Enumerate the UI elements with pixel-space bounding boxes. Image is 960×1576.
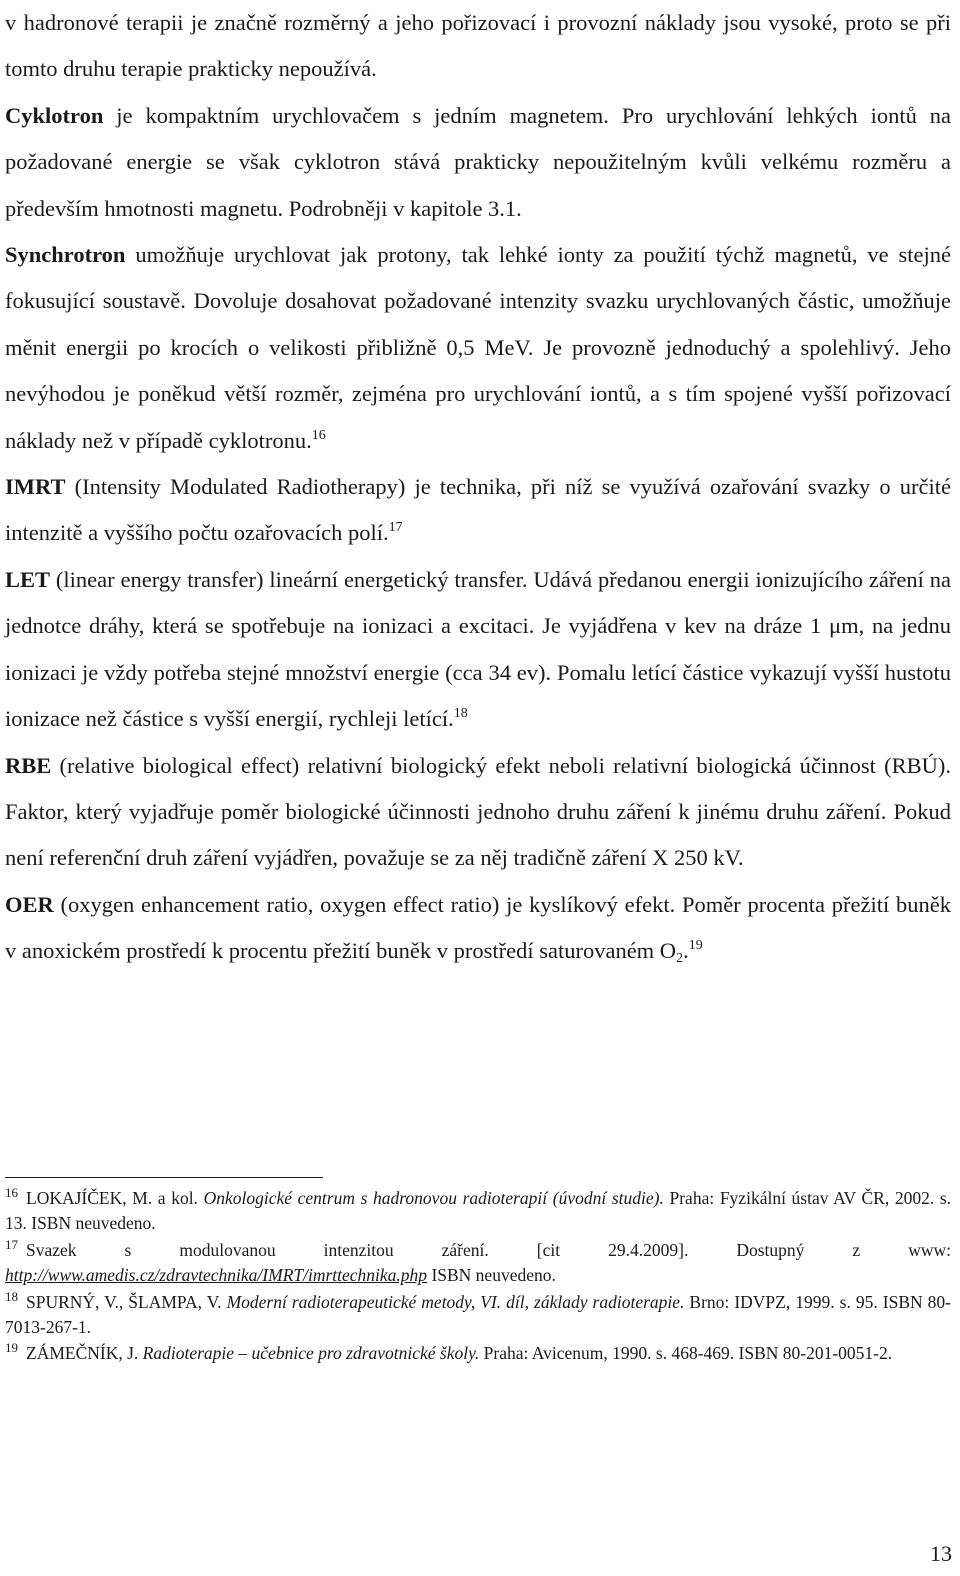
paragraph-oer: OER (oxygen enhancement ratio, oxygen effect ratio) je kyslíkový efekt. Poměr procenta přežití buněk v anoxickém prostředí k procentu přežití buněk v prostředí saturovaném $O_2.^{19}$	[5, 891, 951, 967]
paragraph-hadron-intro: v hadronové terapii je značně rozměrný a jeho pořizovací i provozní náklady jsou vysoké, proto se při tomto druhu terapie prakticky nepoužívá.	[5, 10, 951, 82]
paragraph-synchrotron: Synchrotron umožňuje urychlovat jak protony, tak lehké ionty za použití týchž magnetů, ve stejné fokusující soustavě. Dovoluje dosahovat požadované intenzity svazku urychlovaných částic, umožňuje měnit energii po krocích o velikosti přibližně 0,5 MeV. Je provozně jednoduchý a spolehlivý. Jeho nevýhodou je poněkud větší rozměr, zejména pro urychlování iontů, a s tím spojené vyšší pořizovací náklady než v případě cyklotronu.$^{16}$	[5, 242, 951, 453]
body-text	[5, 0, 951, 975]
term-synchrotron: Synchrotron	[5, 242, 126, 268]
footnote-title: Onkologické centrum s hadronovou radioterapií (úvodní studie).	[203, 1188, 664, 1208]
footnote-number: 19	[5, 1340, 18, 1356]
footnote-18: $^{18}$ SPURNÝ, V., ŠLAMPA, V. Moderní radioterapeutické metody, VI. díl, základy radioterapie. Brno: IDVPZ, 1999. s. 95. ISBN 80-7013-267-1.	[5, 1288, 951, 1338]
page-body	[5, 0, 951, 975]
term-oer: OER	[5, 891, 54, 917]
term-rbe: RBE	[5, 752, 52, 778]
footnote-ref-17[interactable]: 17	[388, 520, 403, 536]
footnote-19: $^{19}$ ZÁMEČNÍK, J. Radioterapie – učebnice pro zdravotnické školy. Praha: Avicenum, 1990. s. 468-469. ISBN 80-201-0051-2.	[5, 1340, 893, 1364]
footnote-ref-18[interactable]: 18	[453, 706, 468, 722]
footnote-16: $^{16}$ LOKAJÍČEK, M. a kol. Onkologické centrum s hadronovou radioterapií (úvodní studie). Praha: Fyzikální ústav AV ČR, 2002. s. 13. ISBN neuvedeno.	[5, 1185, 952, 1234]
subscript-2: 2	[676, 951, 684, 967]
paragraph-cyclotron: Cyklotron je kompaktním urychlovačem s jedním magnetem. Pro urychlování lehkých iontů na požadované energie se však cyklotron stává prakticky nepoužitelným kvůli velkému rozměru a především hmotnosti magnetu. Podrobněji v kapitole 3.1.	[5, 102, 951, 221]
footnote-title: Moderní radioterapeutické metody, VI. díl, základy radioterapie.	[226, 1291, 685, 1312]
footnote-17: $^{17}$ Svazek s modulovanou intenzitou záření. [cit 29.4.2009]. Dostupný z www: http://www.amedis.cz/zdravtechnika/IMRT/imrttechnika.php ISBN neuvedeno.	[5, 1236, 951, 1286]
footnote-link[interactable]: http://www.amedis.cz/zdravtechnika/IMRT/imrttechnika.php	[5, 1265, 428, 1286]
footnote-ref-19[interactable]: 19	[688, 938, 703, 954]
footnote-title: Radioterapie – učebnice pro zdravotnické školy.	[142, 1343, 480, 1364]
paragraph-imrt: IMRT (Intensity Modulated Radiotherapy) je technika, při níž se využívá ozařování svazky o určité intenzitě a vyššího počtu ozařovacích polí.$^{17}$	[5, 474, 951, 546]
paragraph-rbe: RBE (relative biological effect) relativní biologický efekt neboli relativní biologická účinnost (RBÚ). Faktor, který vyjadřuje poměr biologické účinnosti jednoho druhu záření k jinému druhu záření. Pokud není referenční druh záření vyjádřen, považuje se za něj tradičně záření X 250 kV.	[5, 752, 951, 871]
term-let: LET	[5, 566, 51, 592]
footnote-number: 16	[5, 1185, 18, 1200]
footnotes	[5, 1186, 951, 1368]
term-cyclotron: Cyklotron	[5, 102, 104, 128]
footnote-number: 18	[5, 1288, 18, 1304]
footnote-number: 17	[5, 1236, 18, 1252]
footnote-ref-16[interactable]: 16	[311, 427, 326, 443]
term-imrt: IMRT	[5, 474, 66, 500]
paragraph-let: LET (linear energy transfer) lineární energetický transfer. Udává předanou energii ionizujícího záření na jednotce dráhy, která se spotřebuje na ionizaci a excitaci. Je vyjádřena v kev na dráze 1 μm, na jednu ionizaci je vždy potřeba stejné množství energie (cca 34 ev). Pomalu letící částice vykazují vyšší hustotu ionizace než částice s vyšší energií, rychleji letící.$^{18}$	[5, 566, 951, 732]
page-number: 13	[930, 1541, 952, 1566]
footnote-separator	[5, 1177, 323, 1178]
